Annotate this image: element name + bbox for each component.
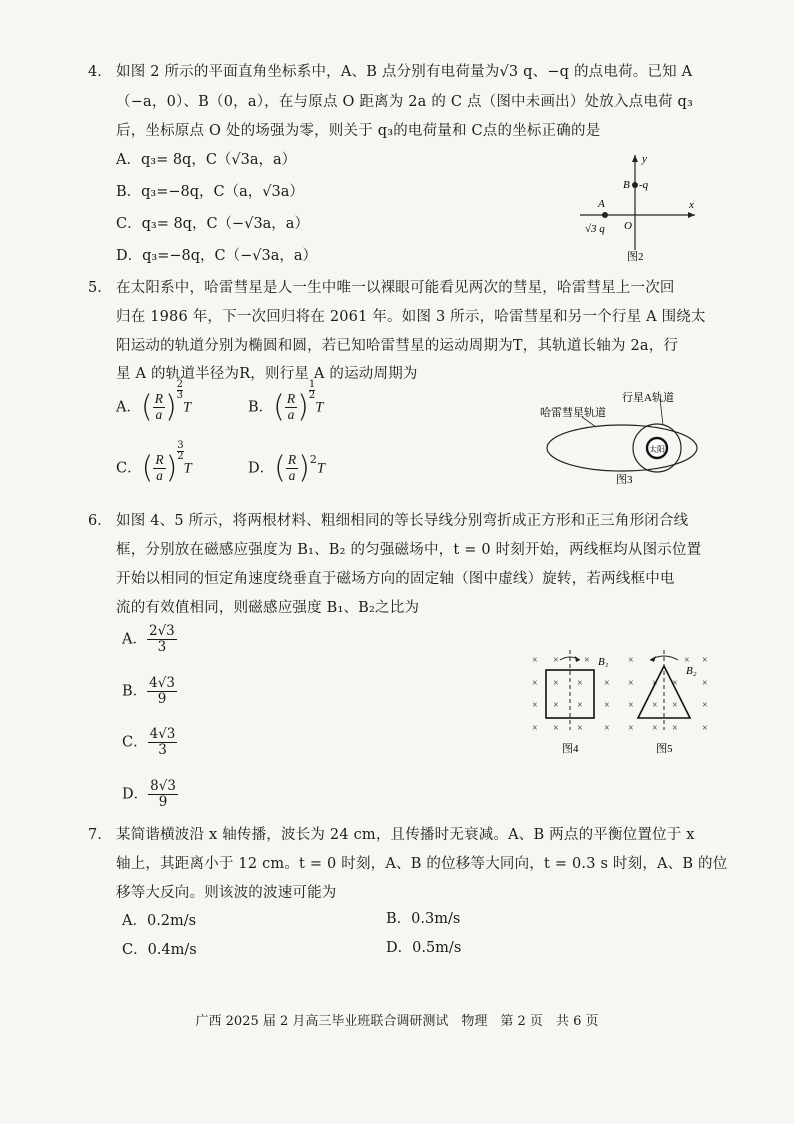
x-axis-label: x bbox=[689, 199, 694, 211]
fraction: $\frac{2√3}{3}$ bbox=[148, 623, 175, 655]
option-b: B．q₃=−8q，C（a，√3a） bbox=[116, 184, 304, 200]
svg-text:×: × bbox=[628, 655, 634, 666]
svg-text:×: × bbox=[553, 678, 559, 689]
option-b: B．0.3m/s bbox=[386, 911, 461, 927]
sun-label: 太阳 bbox=[649, 445, 665, 454]
option-label: D． bbox=[248, 460, 275, 477]
point-a-label: A bbox=[598, 198, 605, 210]
question-text-line: 归在 1986 年，下一次回归将在 2061 年。如图 3 所示，哈雷彗星和另一个行星 A 围绕太 bbox=[116, 309, 706, 325]
option-b bbox=[122, 676, 177, 707]
option-label: C． bbox=[116, 460, 142, 477]
svg-text:×: × bbox=[553, 723, 559, 734]
option-label: B． bbox=[122, 683, 148, 700]
svg-text:×: × bbox=[652, 678, 658, 689]
planet-a-orbit-label: 行星A轨道 bbox=[622, 392, 674, 404]
svg-text:×: × bbox=[628, 678, 634, 689]
svg-text:×: × bbox=[604, 700, 610, 711]
option-d bbox=[122, 779, 178, 810]
option-label: A． bbox=[116, 399, 141, 416]
svg-text:×: × bbox=[628, 700, 634, 711]
question-text-line: 轴上，其距离小于 12 cm。t = 0 时刻，A、B 的位移等大同向，t = 0.3 s 时刻，A、B 的位 bbox=[116, 856, 728, 872]
svg-text:×: × bbox=[702, 678, 708, 689]
figure-caption: 图5 bbox=[656, 743, 673, 755]
point-a-charge: √3 q bbox=[585, 223, 605, 235]
question-number: 5． bbox=[88, 280, 112, 296]
option-c bbox=[122, 727, 177, 758]
svg-text:×: × bbox=[577, 723, 583, 734]
fraction: $\frac{8√3}{9}$ bbox=[150, 778, 176, 810]
svg-text:×: × bbox=[553, 700, 559, 711]
question-text-line: 如图 2 所示的平面直角坐标系中，A、B 点分别有电荷量为√3 q、−q 的点电荷。已知 A bbox=[116, 64, 693, 80]
question-text-line: 如图 4、5 所示，将两根材料、粗细相同的等长导线分别弯折成正方形和正三角形闭合线 bbox=[116, 513, 689, 529]
figure-2-coordinate-diagram bbox=[575, 150, 705, 268]
option-label: C． bbox=[122, 734, 148, 751]
svg-text:×: × bbox=[672, 678, 678, 689]
option-b: B．( $\frac{R}{a}$ ) $\frac{1}{2}$ T bbox=[248, 379, 324, 425]
b1-label: B₁ bbox=[598, 656, 609, 668]
point-b-charge: -q bbox=[639, 179, 649, 191]
question-text-line: 后，坐标原点 O 处的场强为零，则关于 q₃的电荷量和 C点的坐标正确的是 bbox=[116, 123, 601, 139]
svg-text:×: × bbox=[532, 655, 538, 666]
svg-text:×: × bbox=[672, 723, 678, 734]
fraction: $\frac{R}{a}$ bbox=[154, 391, 163, 422]
halley-orbit-label: 哈雷彗星轨道 bbox=[540, 407, 606, 419]
svg-text:×: × bbox=[652, 700, 658, 711]
svg-text:×: × bbox=[702, 655, 708, 666]
option-d: D．0.5m/s bbox=[386, 940, 462, 956]
y-axis-label: y bbox=[642, 153, 647, 165]
option-a bbox=[122, 624, 177, 655]
option-a: A．( $\frac{R}{a}$ ) $\frac{2}{3}$ T bbox=[116, 379, 192, 425]
figure-4-square-loop bbox=[528, 648, 618, 758]
figure-3-orbit-diagram bbox=[530, 385, 715, 487]
question-text-line: 星 A 的轨道半径为R，则行星 A 的运动周期为 bbox=[116, 366, 418, 382]
figure-caption: 图4 bbox=[562, 743, 579, 755]
svg-text:×: × bbox=[702, 700, 708, 711]
question-text-line: 框，分别放在磁感应强度为 B₁、B₂ 的匀强磁场中，t = 0 时刻开始，两线框均从图示位置 bbox=[116, 542, 702, 558]
svg-text:×: × bbox=[702, 723, 708, 734]
svg-text:×: × bbox=[604, 678, 610, 689]
question-text-line: 移等大反向。则该波的波速可能为 bbox=[116, 885, 337, 901]
question-text-line: 流的有效值相同，则磁感应强度 B₁、B₂之比为 bbox=[116, 600, 420, 616]
option-d: D．q₃=−8q，C（−√3a，a） bbox=[116, 248, 318, 264]
svg-text:×: × bbox=[628, 723, 634, 734]
exponent: $\frac{2}{3}$ bbox=[176, 379, 184, 401]
figure-caption: 图2 bbox=[627, 251, 644, 263]
question-number: 4． bbox=[88, 64, 112, 80]
option-d: D．( $\frac{R}{a}$ )$^2$T bbox=[248, 450, 325, 486]
question-text-line: 阳运动的轨道分别为椭圆和圆，若已知哈雷彗星的运动周期为T，其轨道长轴为 2a，行 bbox=[116, 338, 679, 354]
fraction: $\frac{R}{a}$ bbox=[286, 391, 296, 422]
svg-text:×: × bbox=[684, 655, 690, 666]
option-a: A．q₃= 8q，C（√3a，a） bbox=[116, 152, 297, 168]
fraction: $\frac{R}{a}$ bbox=[155, 452, 164, 483]
svg-text:×: × bbox=[584, 655, 590, 666]
figure-caption: 图3 bbox=[616, 474, 633, 486]
question-number: 7． bbox=[88, 827, 112, 843]
b2-label: B₂ bbox=[686, 665, 697, 677]
svg-text:×: × bbox=[532, 678, 538, 689]
svg-text:×: × bbox=[652, 723, 658, 734]
svg-text:×: × bbox=[577, 678, 583, 689]
svg-text:×: × bbox=[604, 723, 610, 734]
fraction: $\frac{4√3}{9}$ bbox=[149, 675, 175, 707]
fraction: $\frac{4√3}{3}$ bbox=[149, 726, 176, 758]
page-footer: 广西 2025 届 2 月高三毕业班联合调研测试 物理 第 2 页 共 6 页 bbox=[195, 1014, 599, 1029]
question-number: 6． bbox=[88, 513, 112, 529]
option-c: C．( $\frac{R}{a}$ ) $\frac{3}{2}$ T bbox=[116, 440, 192, 486]
question-text-line: 某简谐横波沿 x 轴传播，波长为 24 cm，且传播时无衰减。A、B 两点的平衡位置位于 x bbox=[116, 827, 695, 843]
fraction: $\frac{R}{a}$ bbox=[287, 452, 297, 483]
option-a: A．0.2m/s bbox=[122, 913, 197, 929]
svg-text:×: × bbox=[672, 700, 678, 711]
svg-text:×: × bbox=[577, 700, 583, 711]
option-c: C．0.4m/s bbox=[122, 942, 197, 958]
option-label: A． bbox=[122, 631, 147, 648]
question-text-line: 在太阳系中，哈雷彗星是人一生中唯一以裸眼可能看见两次的彗星，哈雷彗星上一次回 bbox=[116, 280, 675, 296]
question-text-line: 开始以相同的恒定角速度绕垂直于磁场方向的固定轴（图中虚线）旋转，若两线框中电 bbox=[116, 571, 675, 587]
option-label: B． bbox=[248, 399, 274, 416]
origin-label: O bbox=[624, 220, 632, 232]
svg-text:×: × bbox=[532, 723, 538, 734]
figure-5-triangle-loop bbox=[626, 648, 716, 758]
question-text-line: （−a，0）、B（0，a），在与原点 O 距离为 2a 的 C 点（图中未画出）处放入点电荷 q₃ bbox=[116, 94, 694, 110]
point-b-label: B bbox=[623, 179, 630, 191]
svg-text:×: × bbox=[553, 655, 559, 666]
option-c: C．q₃= 8q，C（−√3a，a） bbox=[116, 216, 309, 232]
exponent: 2 bbox=[309, 453, 317, 466]
exponent: $\frac{1}{2}$ bbox=[308, 379, 316, 401]
exponent: $\frac{3}{2}$ bbox=[177, 440, 184, 462]
option-label: D． bbox=[122, 786, 149, 803]
svg-text:×: × bbox=[532, 700, 538, 711]
